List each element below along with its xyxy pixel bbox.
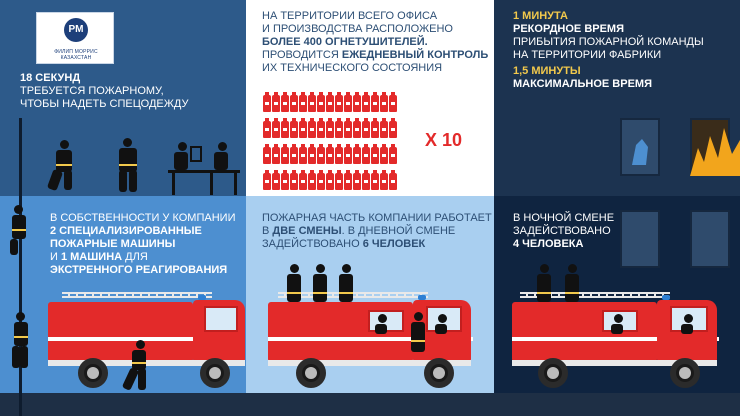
- fire-extinguisher-icon: [344, 121, 352, 138]
- fire-extinguisher-icon: [272, 121, 280, 138]
- fire-extinguisher-icon: [335, 121, 343, 138]
- day-shift-line3-prefix: ЗАДЕЙСТВОВАНО: [262, 238, 363, 250]
- day-shift-line1: ПОЖАРНАЯ ЧАСТЬ КОМПАНИИ РАБОТАЕТ: [262, 212, 492, 224]
- day-shift-line2-prefix: В: [262, 225, 273, 237]
- fire-extinguisher-icon: [362, 147, 370, 164]
- fire-extinguisher-icon: [290, 95, 298, 112]
- vehicles-line5: ЭКСТРЕННОГО РЕАГИРОВАНИЯ: [50, 264, 228, 276]
- fire-extinguisher-grid: [263, 95, 413, 199]
- dressing-time-value: 18 СЕКУНД: [20, 72, 81, 84]
- company-logo: [36, 12, 114, 64]
- arrival-time-text: [513, 10, 704, 91]
- building-window: [620, 210, 660, 268]
- extinguishers-line1: НА ТЕРРИТОРИИ ВСЕГО ОФИСА: [262, 10, 438, 22]
- fire-extinguisher-icon: [326, 95, 334, 112]
- fire-extinguisher-icon: [299, 121, 307, 138]
- fire-extinguisher-icon: [371, 121, 379, 138]
- fire-extinguisher-icon: [317, 147, 325, 164]
- flame-icon: [690, 118, 740, 176]
- extinguishers-count: БОЛЕЕ 400 ОГНЕТУШИТЕЛЕЙ.: [262, 36, 428, 48]
- extinguishers-line4: ПРОВОДИТСЯ: [262, 49, 342, 61]
- fire-extinguisher-icon: [281, 147, 289, 164]
- fire-extinguisher-icon: [308, 173, 316, 190]
- fire-extinguisher-icon: [317, 95, 325, 112]
- fire-extinguisher-icon: [281, 173, 289, 190]
- night-shift-line1: В НОЧНОЙ СМЕНЕ: [513, 212, 615, 224]
- extinguishers-line5: ИХ ТЕХНИЧЕСКОГО СОСТОЯНИЯ: [262, 62, 443, 74]
- fire-truck-icon: [48, 282, 248, 392]
- fire-extinguisher-icon: [371, 173, 379, 190]
- two-shifts: ДВЕ СМЕНЫ: [272, 225, 342, 237]
- multiplier-label: X 10: [425, 130, 463, 150]
- fire-extinguisher-icon: [308, 121, 316, 138]
- fire-extinguisher-icon: [308, 95, 316, 112]
- person-silhouette-icon: [628, 135, 652, 165]
- vehicles-line4-prefix: И: [50, 251, 61, 263]
- fire-extinguisher-icon: [380, 121, 388, 138]
- max-time-label: МАКСИМАЛЬНОЕ ВРЕМЯ: [513, 78, 652, 90]
- fire-extinguisher-icon: [389, 147, 397, 164]
- fire-extinguisher-icon: [389, 95, 397, 112]
- max-time-value: 1,5 МИНУТЫ: [513, 65, 581, 77]
- fire-extinguisher-icon: [326, 173, 334, 190]
- fire-extinguisher-icon: [380, 95, 388, 112]
- night-shift-text: [513, 212, 614, 251]
- vehicles-line3: ПОЖАРНЫЕ МАШИНЫ: [50, 238, 176, 250]
- fire-extinguisher-icon: [299, 173, 307, 190]
- dressing-time-text: [20, 72, 188, 111]
- vehicles-line1: В СОБСТВЕННОСТИ У КОМПАНИИ: [50, 212, 236, 224]
- fire-extinguisher-icon: [353, 147, 361, 164]
- fire-pole: [19, 118, 22, 416]
- fire-extinguisher-icon: [326, 121, 334, 138]
- vehicles-line4-suffix: ДЛЯ: [122, 251, 148, 263]
- vehicles-line2: 2 СПЕЦИАЛИЗИРОВАННЫЕ: [50, 225, 202, 237]
- building-window: [690, 210, 730, 268]
- fire-extinguisher-icon: [344, 173, 352, 190]
- fire-extinguisher-icon: [272, 95, 280, 112]
- fire-extinguisher-icon: [281, 121, 289, 138]
- dressing-time-line2: ТРЕБУЕТСЯ ПОЖАРНОМУ,: [20, 85, 164, 97]
- fire-extinguisher-icon: [380, 173, 388, 190]
- fire-extinguisher-icon: [362, 95, 370, 112]
- fire-extinguisher-icon: [326, 147, 334, 164]
- fire-extinguisher-icon: [299, 147, 307, 164]
- record-time-line4: НА ТЕРРИТОРИИ ФАБРИКИ: [513, 49, 662, 61]
- logo-text: ФИЛИП МОРРИС КАЗАХСТАН: [54, 49, 98, 61]
- fire-extinguisher-icon: [263, 147, 271, 164]
- fire-extinguisher-icon: [317, 121, 325, 138]
- fire-extinguisher-icon: [299, 95, 307, 112]
- day-shift-text: [262, 212, 492, 251]
- logo-emblem: PM: [64, 18, 88, 42]
- fire-extinguisher-icon: [380, 147, 388, 164]
- night-shift-line2: ЗАДЕЙСТВОВАНО: [513, 225, 611, 237]
- fire-extinguisher-icon: [317, 173, 325, 190]
- fire-extinguisher-icon: [344, 95, 352, 112]
- fire-extinguisher-icon: [362, 173, 370, 190]
- fire-extinguisher-icon: [281, 95, 289, 112]
- fire-extinguisher-icon: [335, 147, 343, 164]
- fire-extinguisher-icon: [371, 147, 379, 164]
- fire-extinguisher-icon: [389, 121, 397, 138]
- fire-extinguisher-icon: [353, 121, 361, 138]
- fire-extinguisher-icon: [272, 173, 280, 190]
- ground-strip: [0, 393, 740, 416]
- extinguisher-row: [263, 173, 413, 199]
- fire-extinguisher-icon: [362, 121, 370, 138]
- fire-extinguisher-icon: [389, 173, 397, 190]
- night-shift-count: 4 ЧЕЛОВЕКА: [513, 238, 584, 250]
- fire-extinguisher-icon: [335, 173, 343, 190]
- fire-extinguisher-icon: [353, 95, 361, 112]
- fire-extinguisher-icon: [290, 173, 298, 190]
- vehicles-line4-value: 1 МАШИНА: [60, 251, 123, 263]
- fire-extinguisher-icon: [308, 147, 316, 164]
- fire-extinguisher-icon: [353, 173, 361, 190]
- dressing-time-line3: ЧТОБЫ НАДЕТЬ СПЕЦОДЕЖДУ: [20, 98, 189, 110]
- fire-extinguisher-icon: [335, 95, 343, 112]
- fire-extinguisher-icon: [272, 147, 280, 164]
- record-time-line3: ПРИБЫТИЯ ПОЖАРНОЙ КОМАНДЫ: [513, 36, 704, 48]
- extinguishers-line2: И ПРОИЗВОДСТВА РАСПОЛОЖЕНО: [262, 23, 453, 35]
- fire-extinguisher-icon: [344, 147, 352, 164]
- fire-extinguisher-icon: [263, 95, 271, 112]
- fire-extinguisher-icon: [371, 95, 379, 112]
- fire-extinguisher-icon: [290, 147, 298, 164]
- day-shift-count: 6 ЧЕЛОВЕК: [362, 238, 426, 250]
- vehicles-text: [50, 212, 235, 277]
- fire-extinguisher-icon: [263, 173, 271, 190]
- fire-extinguisher-icon: [263, 121, 271, 138]
- record-time-value: 1 МИНУТА: [513, 10, 568, 22]
- fire-extinguisher-icon: [290, 121, 298, 138]
- daily-control: ЕЖЕДНЕВНЫЙ КОНТРОЛЬ: [341, 49, 489, 61]
- extinguishers-text: [262, 10, 488, 75]
- record-time-label: РЕКОРДНОЕ ВРЕМЯ: [513, 23, 625, 35]
- day-shift-line2-suffix: . В ДНЕВНОЙ СМЕНЕ: [341, 225, 456, 237]
